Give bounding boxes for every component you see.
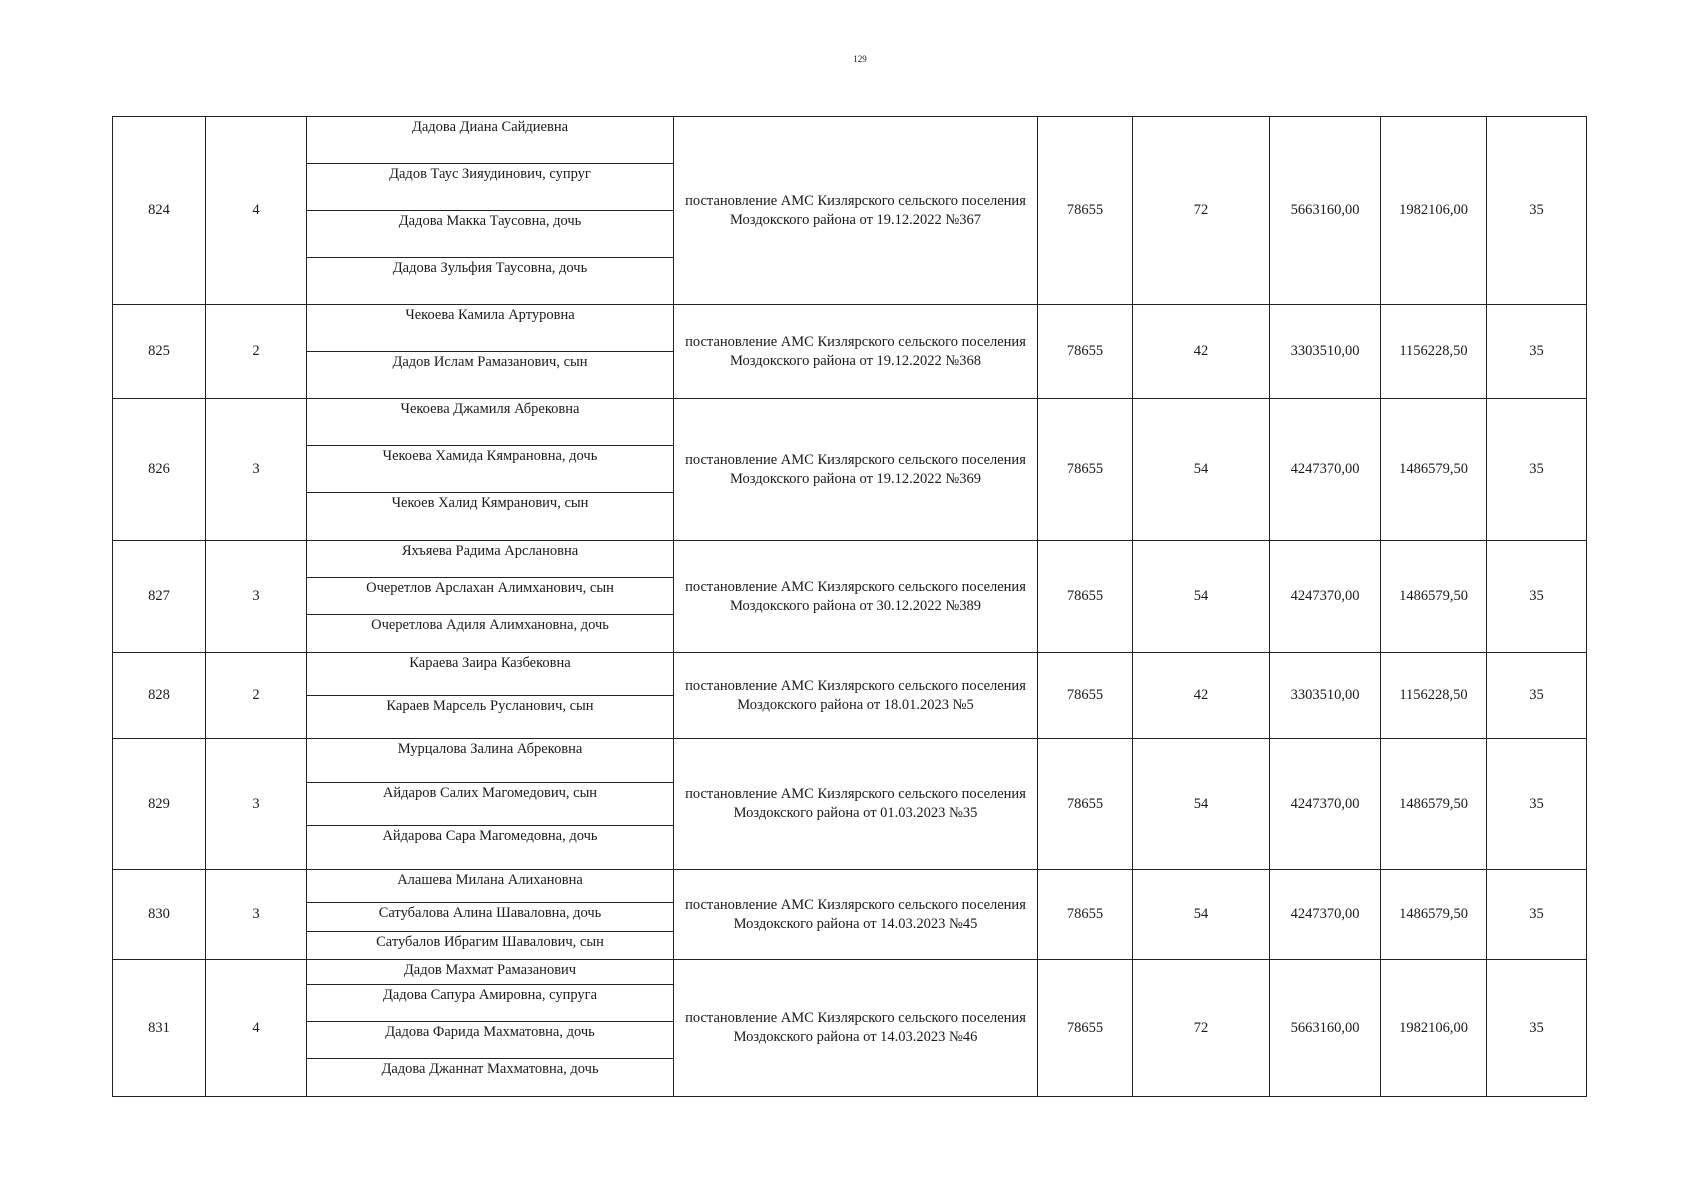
value-4: 1156228,50 <box>1381 305 1487 399</box>
family-member: Мурцалова Залина Абрековна <box>397 741 583 757</box>
table-row <box>113 541 1587 653</box>
family-member: Дадова Фарида Махматовна, дочь <box>307 1021 673 1058</box>
value-1: 78655 <box>1038 870 1133 960</box>
family-member: Очеретлова Адиля Алимхановна, дочь <box>307 614 673 652</box>
family-member: Дадова Джаннат Махматовна, дочь <box>307 1058 673 1096</box>
value-4: 1982106,00 <box>1381 117 1487 305</box>
record-number: 830 <box>113 870 206 960</box>
family-member: Чекоева Джамиля Абрековна <box>400 401 580 417</box>
value-3: 5663160,00 <box>1270 960 1381 1097</box>
value-5: 35 <box>1487 117 1587 305</box>
decree-reference: постановление АМС Кизлярского сельского поселения Моздокского района от 19.12.2022 №369 <box>674 399 1038 541</box>
family-members <box>307 305 674 399</box>
value-5: 35 <box>1487 305 1587 399</box>
value-4: 1486579,50 <box>1381 399 1487 541</box>
family-member: Караева Заира Казбековна <box>409 655 571 671</box>
record-number: 829 <box>113 739 206 870</box>
value-2: 42 <box>1133 653 1270 739</box>
record-number: 828 <box>113 653 206 739</box>
family-member: Алашева Милана Алихановна <box>397 872 583 888</box>
family-members <box>307 653 674 739</box>
record-number: 827 <box>113 541 206 653</box>
family-member: Дадов Таус Зияудинович, супруг <box>307 163 673 210</box>
family-member: Очеретлов Арслахан Алимханович, сын <box>307 577 673 614</box>
decree-reference: постановление АМС Кизлярского сельского поселения Моздокского района от 01.03.2023 №35 <box>674 739 1038 870</box>
family-size: 4 <box>206 960 307 1097</box>
value-3: 4247370,00 <box>1270 870 1381 960</box>
value-5: 35 <box>1487 739 1587 870</box>
family-members <box>307 399 674 541</box>
value-5: 35 <box>1487 653 1587 739</box>
value-3: 3303510,00 <box>1270 305 1381 399</box>
family-member: Айдаров Салих Магомедович, сын <box>307 782 673 825</box>
family-member: Чекоев Халид Кямранович, сын <box>307 492 673 540</box>
family-members <box>307 870 674 960</box>
family-member: Сатубалова Алина Шавалoвна, дочь <box>307 902 673 931</box>
family-members <box>307 117 674 305</box>
value-2: 54 <box>1133 739 1270 870</box>
table-row <box>113 117 1587 305</box>
record-number: 826 <box>113 399 206 541</box>
decree-reference: постановление АМС Кизлярского сельского поселения Моздокского района от 30.12.2022 №389 <box>674 541 1038 653</box>
value-1: 78655 <box>1038 399 1133 541</box>
family-member: Дадов Ислам Рамазанович, сын <box>307 351 673 398</box>
value-4: 1156228,50 <box>1381 653 1487 739</box>
decree-reference: постановление АМС Кизлярского сельского поселения Моздокского района от 19.12.2022 №368 <box>674 305 1038 399</box>
family-member: Айдарова Сара Магомедовна, дочь <box>307 825 673 869</box>
value-2: 54 <box>1133 870 1270 960</box>
family-size: 3 <box>206 739 307 870</box>
value-1: 78655 <box>1038 305 1133 399</box>
value-1: 78655 <box>1038 541 1133 653</box>
value-3: 4247370,00 <box>1270 399 1381 541</box>
decree-reference: постановление АМС Кизлярского сельского поселения Моздокского района от 19.12.2022 №367 <box>674 117 1038 305</box>
value-3: 5663160,00 <box>1270 117 1381 305</box>
value-3: 4247370,00 <box>1270 739 1381 870</box>
value-1: 78655 <box>1038 960 1133 1097</box>
value-4: 1486579,50 <box>1381 541 1487 653</box>
family-members <box>307 541 674 653</box>
family-member: Сатубалов Ибрагим Шавалович, сын <box>307 931 673 959</box>
family-member: Дадова Сапура Амировна, супруга <box>307 984 673 1021</box>
table-row <box>113 870 1587 960</box>
family-member: Дадова Макка Таусовна, дочь <box>307 210 673 257</box>
decree-reference: постановление АМС Кизлярского сельского поселения Моздокского района от 14.03.2023 №45 <box>674 870 1038 960</box>
family-size: 3 <box>206 399 307 541</box>
family-member: Дадова Диана Сайдиевна <box>411 119 569 135</box>
value-2: 54 <box>1133 541 1270 653</box>
family-size: 3 <box>206 870 307 960</box>
value-1: 78655 <box>1038 653 1133 739</box>
value-2: 72 <box>1133 117 1270 305</box>
value-5: 35 <box>1487 399 1587 541</box>
family-members <box>307 739 674 870</box>
family-member: Чекоева Хамида Кямрановна, дочь <box>307 445 673 492</box>
family-member: Чекоева Камила Артуровна <box>405 307 575 323</box>
value-2: 72 <box>1133 960 1270 1097</box>
value-4: 1486579,50 <box>1381 739 1487 870</box>
family-member: Дадов Махмат Рамазанович <box>403 962 577 978</box>
value-3: 3303510,00 <box>1270 653 1381 739</box>
family-size: 2 <box>206 305 307 399</box>
family-member: Караев Марсель Русланович, сын <box>307 695 673 738</box>
value-4: 1982106,00 <box>1381 960 1487 1097</box>
decree-reference: постановление АМС Кизлярского сельского поселения Моздокского района от 14.03.2023 №46 <box>674 960 1038 1097</box>
page-number: 129 <box>853 54 867 64</box>
table-row <box>113 305 1587 399</box>
family-member: Дадова Зульфия Таусовна, дочь <box>307 257 673 304</box>
value-2: 42 <box>1133 305 1270 399</box>
value-3: 4247370,00 <box>1270 541 1381 653</box>
value-1: 78655 <box>1038 117 1133 305</box>
value-1: 78655 <box>1038 739 1133 870</box>
family-size: 4 <box>206 117 307 305</box>
value-2: 54 <box>1133 399 1270 541</box>
family-size: 3 <box>206 541 307 653</box>
registry-table <box>112 116 1587 1097</box>
value-5: 35 <box>1487 870 1587 960</box>
record-number: 831 <box>113 960 206 1097</box>
record-number: 825 <box>113 305 206 399</box>
value-5: 35 <box>1487 960 1587 1097</box>
family-size: 2 <box>206 653 307 739</box>
value-5: 35 <box>1487 541 1587 653</box>
record-number: 824 <box>113 117 206 305</box>
family-member: Яхъяева Радима Арслановна <box>401 543 579 559</box>
decree-reference: постановление АМС Кизлярского сельского поселения Моздокского района от 18.01.2023 №5 <box>674 653 1038 739</box>
table-row <box>113 739 1587 870</box>
table-row <box>113 653 1587 739</box>
table-row <box>113 960 1587 1097</box>
value-4: 1486579,50 <box>1381 870 1487 960</box>
table-row <box>113 399 1587 541</box>
family-members <box>307 960 674 1097</box>
